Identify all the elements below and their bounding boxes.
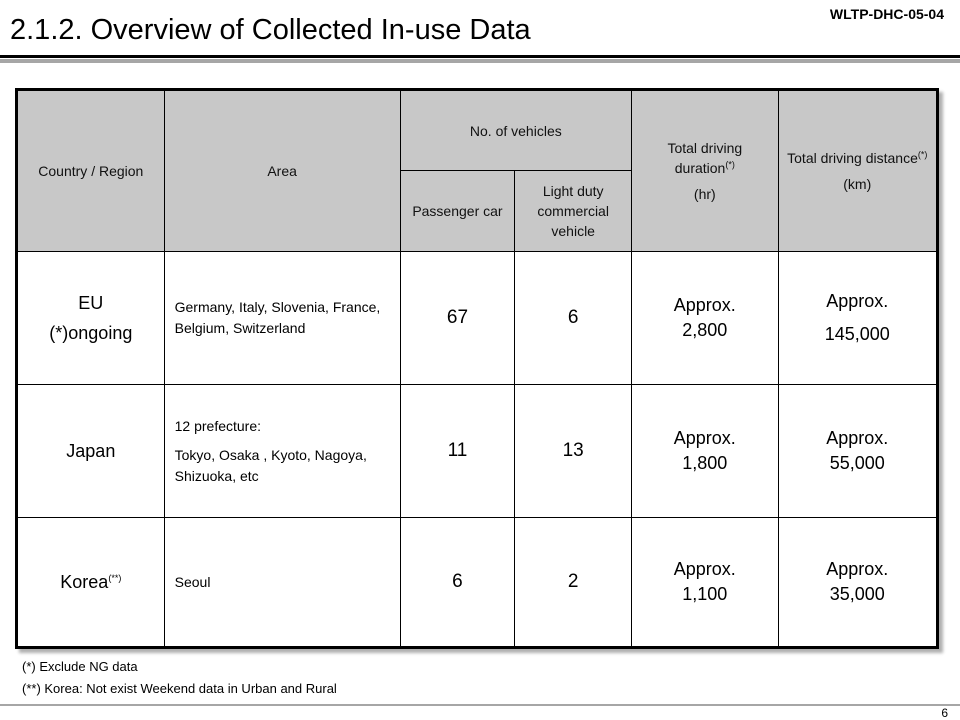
passenger-car-count: 67: [400, 252, 515, 385]
area-text: Tokyo, Osaka , Kyoto, Nagoya, Shizuoka, etc: [174, 446, 367, 484]
footnotes: [22, 656, 337, 700]
duration-value: 1,100: [682, 584, 728, 604]
country-name: EU: [78, 293, 104, 313]
header-duration: [632, 90, 778, 252]
distance-approx: Approx.: [826, 428, 889, 448]
country-name: Japan: [66, 441, 116, 461]
distance-approx: Approx.: [826, 291, 889, 311]
document-id: WLTP-DHC-05-04: [829, 6, 944, 22]
header-duration-label: Total driving duration: [667, 140, 743, 176]
distance-value: 145,000: [824, 324, 890, 344]
area-cell: [164, 385, 400, 518]
country-cell: [17, 252, 165, 385]
distance-cell: [778, 385, 937, 518]
duration-value: 2,800: [682, 320, 728, 340]
title-rule: [0, 55, 960, 58]
duration-approx: Approx.: [673, 559, 736, 579]
duration-cell: [632, 252, 778, 385]
header-duration-mark: (*): [725, 159, 735, 170]
ldcv-count: 6: [515, 252, 632, 385]
distance-cell: [778, 518, 937, 648]
table-row: [17, 252, 938, 385]
page-number: 6: [941, 706, 948, 720]
distance-cell: [778, 252, 937, 385]
passenger-car-count: 11: [400, 385, 515, 518]
table-row: [17, 385, 938, 518]
area-text: Germany, Italy, Slovenia, France, Belgium, Switzerland: [174, 299, 381, 336]
page-title: 2.1.2. Overview of Collected In-use Data: [10, 14, 531, 46]
header-vehicles: No. of vehicles: [400, 90, 631, 171]
duration-cell: [632, 518, 778, 648]
header-area: Area: [164, 90, 400, 252]
distance-approx: Approx.: [826, 559, 889, 579]
header-passenger-car: Passenger car: [400, 171, 515, 252]
passenger-car-count: 6: [400, 518, 515, 648]
duration-cell: [632, 385, 778, 518]
country-status: (*)ongoing: [49, 323, 133, 343]
area-cell: [164, 518, 400, 648]
area-heading: 12 prefecture:: [174, 417, 262, 434]
title-rule-shadow: [0, 59, 960, 63]
header-duration-unit: (hr): [693, 186, 716, 202]
footer-rule: [0, 704, 960, 706]
country-mark: (**): [108, 573, 122, 583]
header-country: Country / Region: [17, 90, 165, 252]
header-distance-label: Total driving distance: [787, 150, 918, 166]
duration-value: 1,800: [682, 453, 728, 473]
duration-approx: Approx.: [673, 428, 736, 448]
header-ldcv: Light duty commercial vehicle: [515, 171, 632, 252]
footnote: (*) Exclude NG data: [22, 659, 138, 674]
ldcv-count: 2: [515, 518, 632, 648]
duration-approx: Approx.: [673, 295, 736, 315]
header-distance-unit: (km): [843, 176, 872, 192]
ldcv-count: 13: [515, 385, 632, 518]
in-use-data-table: [15, 88, 939, 649]
footnote: (**) Korea: Not exist Weekend data in Urban and Rural: [22, 681, 337, 696]
country-name: Korea: [60, 572, 109, 592]
country-cell: [17, 518, 165, 648]
area-cell: [164, 252, 400, 385]
area-text: Seoul: [174, 573, 211, 590]
country-cell: [17, 385, 165, 518]
header-distance: [778, 90, 937, 252]
header-distance-mark: (*): [917, 149, 928, 160]
distance-value: 55,000: [829, 453, 885, 473]
table-row: [17, 518, 938, 648]
distance-value: 35,000: [829, 584, 885, 604]
